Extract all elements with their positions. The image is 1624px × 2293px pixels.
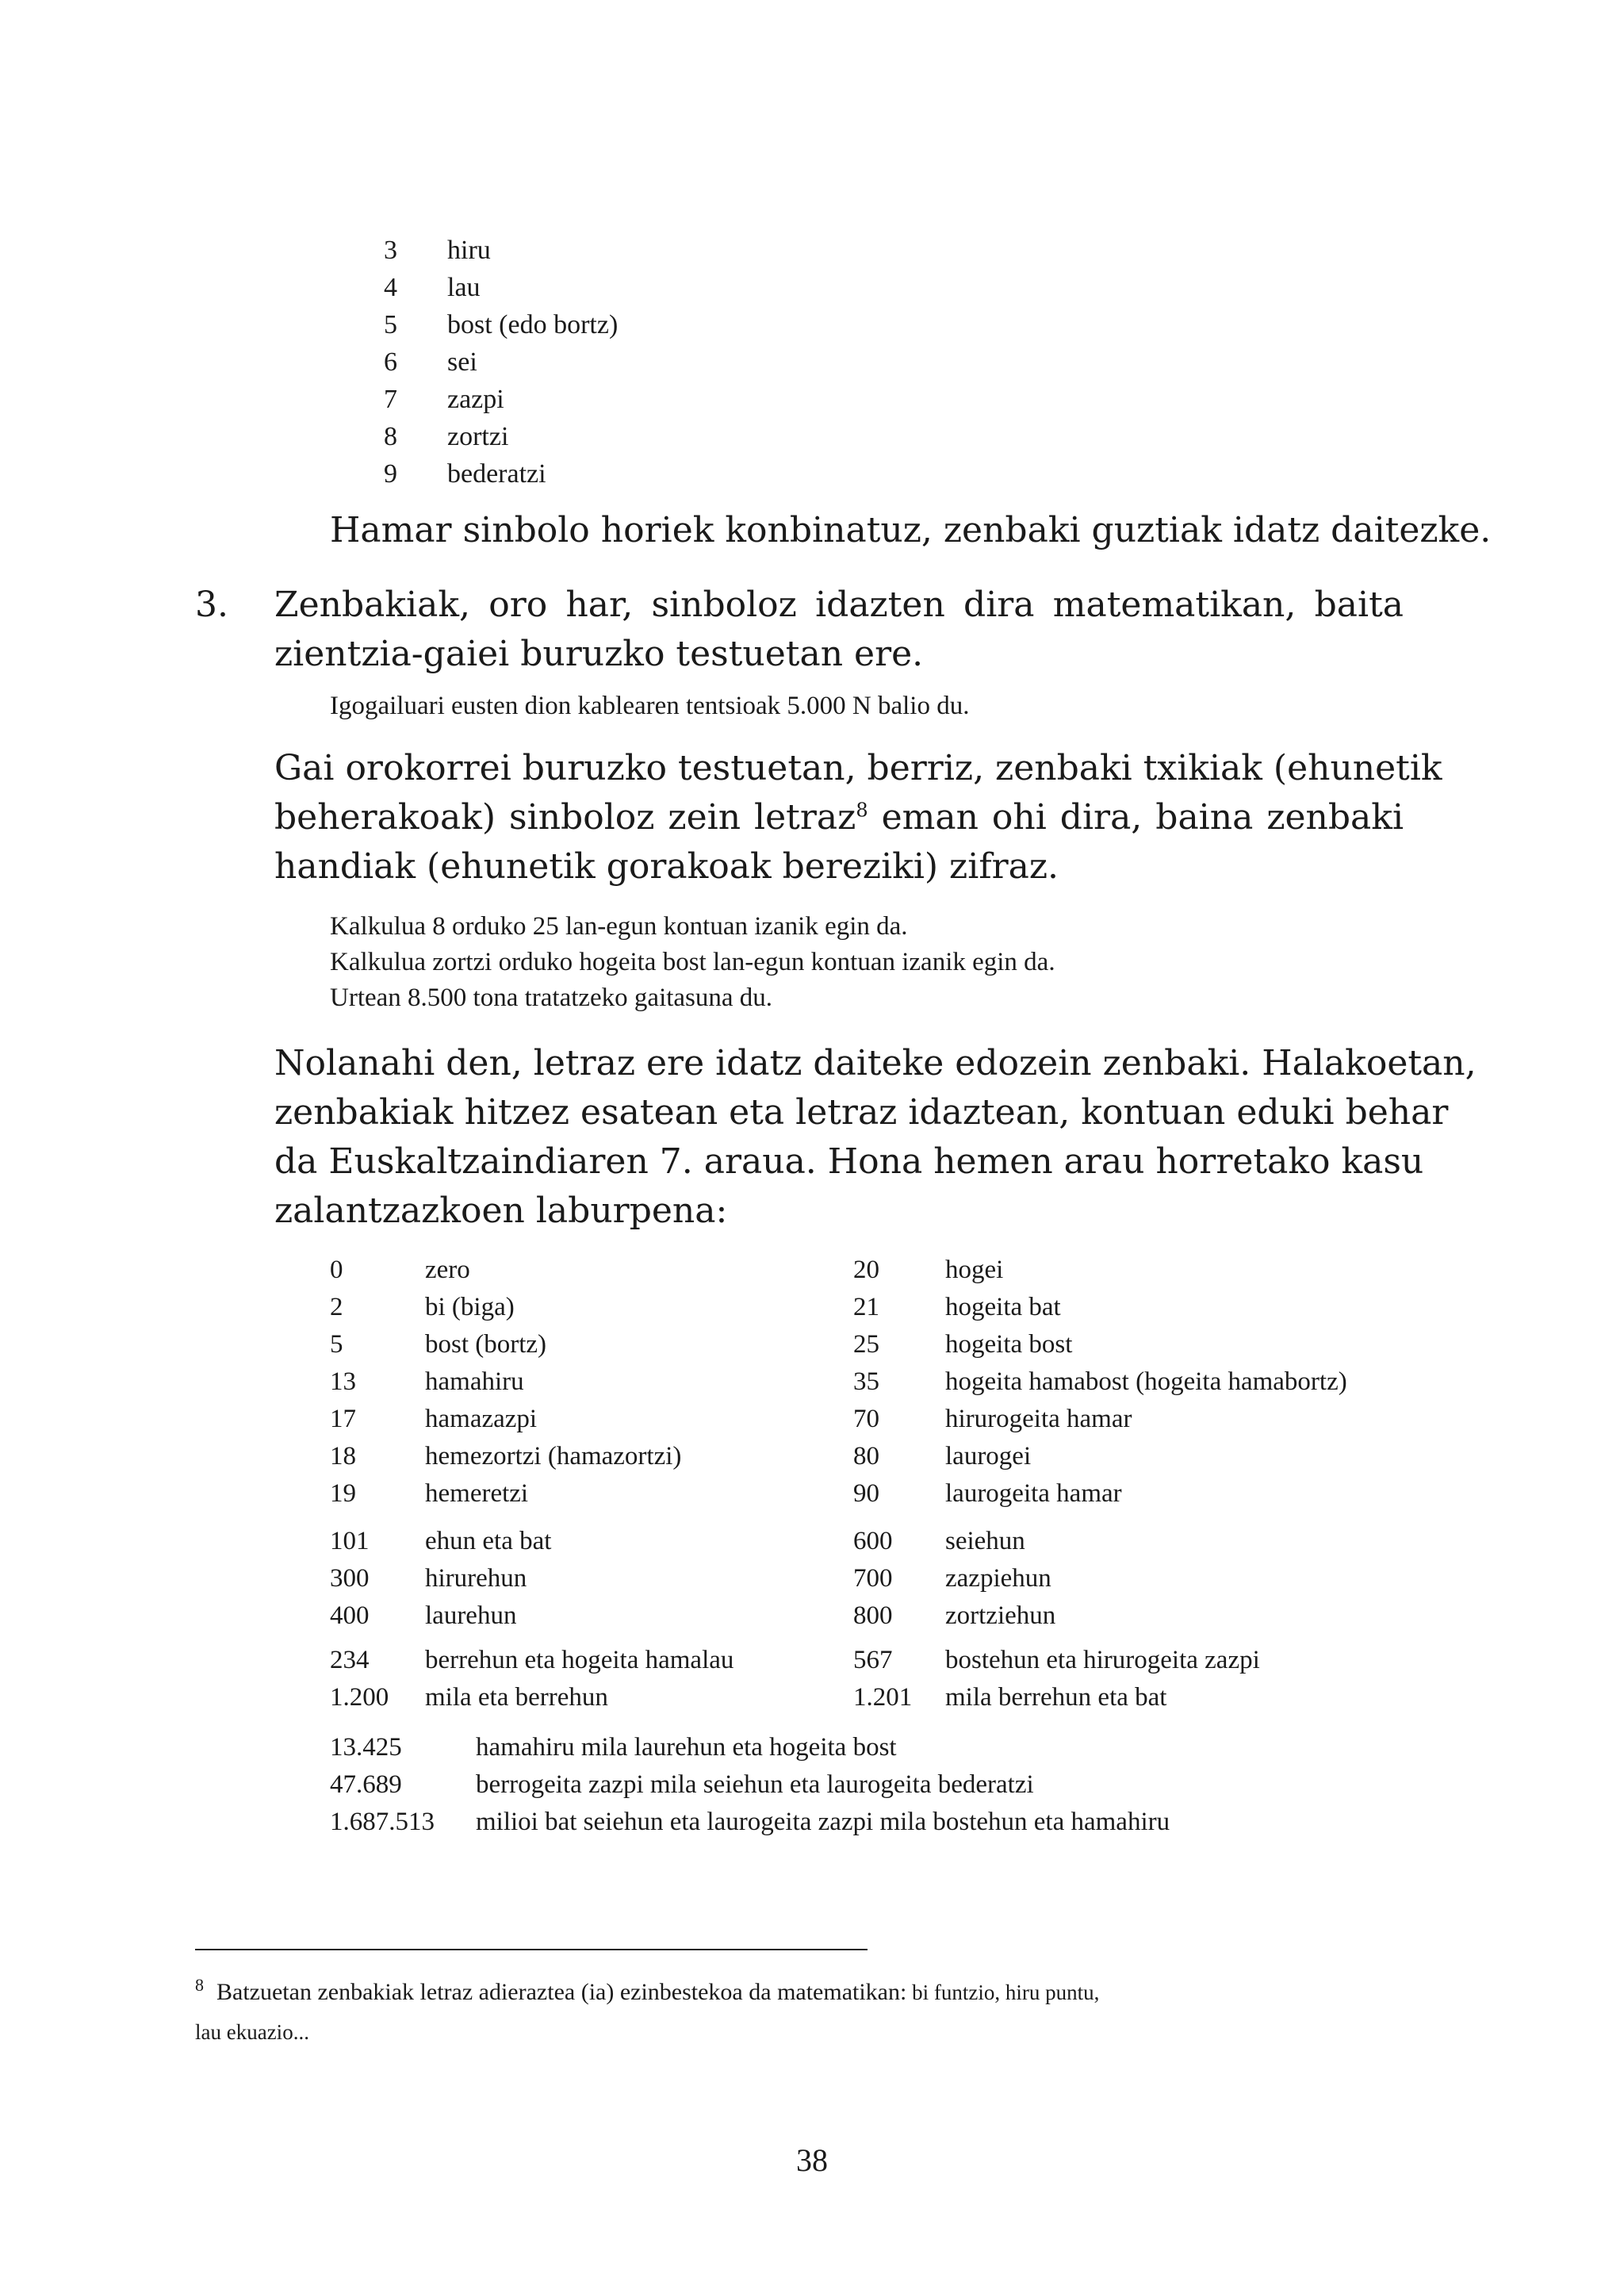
word-cell: seiehun (945, 1527, 1025, 1555)
number-cell: 90 (853, 1479, 879, 1508)
number-cell: 13.425 (330, 1733, 402, 1762)
word-cell: bost (bortz) (425, 1330, 547, 1359)
examples-kalkulua (330, 909, 1055, 1016)
gai-line-2 (274, 793, 1404, 842)
word-cell: bi (biga) (425, 1293, 515, 1321)
word-cell: hogeita bost (945, 1330, 1073, 1359)
table-row (330, 1804, 1170, 1841)
digit-number: 7 (384, 385, 397, 414)
example-line: Kalkulua 8 orduko 25 lan-egun kontuan izanik egin da. (330, 912, 908, 941)
table-row (330, 1560, 1055, 1597)
table-row (330, 1401, 1347, 1438)
gai-line-2-a: beherakoak) sinboloz zein letraz (274, 797, 856, 838)
footnote (195, 1965, 1404, 2052)
word-cell: hamahiru mila laurehun eta hogeita bost (476, 1733, 897, 1762)
word-cell: bostehun eta hirurogeita zazpi (945, 1646, 1260, 1674)
example-line: Kalkulua zortzi orduko hogeita bost lan-egun kontuan izanik egin da. (330, 948, 1055, 976)
digit-row (384, 306, 618, 343)
word-cell: zazpiehun (945, 1564, 1051, 1593)
footnote-text: Batzuetan zenbakiak letraz adieraztea (ia) ezinbestekoa da matematikan: (216, 1979, 907, 2005)
paragraph-gai-orokorrei (274, 744, 1442, 892)
word-cell: hemezortzi (hamazortzi) (425, 1442, 682, 1471)
number-cell: 1.687.513 (330, 1808, 435, 1836)
digit-row (384, 343, 618, 381)
digit-number: 5 (384, 310, 397, 339)
digit-word: zortzi (447, 422, 509, 451)
section-paragraph (274, 581, 1404, 679)
word-cell: hirurehun (425, 1564, 527, 1593)
gai-line-2-b: eman ohi dira, baina zenbaki (868, 797, 1404, 838)
nolanahi-line-3: da Euskaltzaindiaren 7. araua. Hona hemen arau horretako kasu (274, 1141, 1424, 1182)
word-cell: hemeretzi (425, 1479, 529, 1508)
section-line-2: zientzia-gaiei buruzko testuetan ere. (274, 634, 924, 674)
nolanahi-line-2: zenbakiak hitzez esatean eta letraz idaztean, kontuan eduki behar (274, 1092, 1449, 1133)
big-number-list (330, 1729, 1170, 1841)
section-line-1: Zenbakiak, oro har, sinboloz idazten dira matematikan, baita (274, 585, 1404, 625)
digit-number: 4 (384, 273, 397, 302)
example-line: Urtean 8.500 tona tratatzeko gaitasuna du. (330, 984, 773, 1012)
digit-word: bederatzi (447, 459, 546, 489)
digit-word: sei (447, 347, 477, 377)
digit-word: bost (edo bortz) (447, 310, 619, 339)
word-cell: mila berrehun eta bat (945, 1683, 1167, 1712)
number-cell: 300 (330, 1564, 370, 1593)
footnote-ref: 8 (856, 799, 868, 822)
digit-word: hiru (447, 236, 491, 265)
digit-row (384, 455, 618, 493)
table-row (330, 1475, 1347, 1513)
digit-word: zazpi (447, 385, 504, 414)
paragraph-nolanahi (274, 1039, 1477, 1236)
footnote-mark: 8 (195, 1975, 204, 1995)
word-cell: hogeita bat (945, 1293, 1061, 1321)
paragraph-hamar: Hamar sinbolo horiek konbinatuz, zenbaki guztiak idatz daitezke. (330, 510, 1492, 550)
word-cell: hogei (945, 1256, 1004, 1284)
number-cell: 17 (330, 1405, 356, 1433)
digit-number: 3 (384, 236, 397, 265)
digit-row (384, 269, 618, 306)
word-cell: milioi bat seiehun eta laurogeita zazpi mila bostehun eta hamahiru (476, 1808, 1170, 1836)
digit-row (384, 232, 618, 269)
word-cell: hirurogeita hamar (945, 1405, 1132, 1433)
number-cell: 5 (330, 1330, 343, 1359)
number-cell: 700 (853, 1564, 893, 1593)
word-cell: berrehun eta hogeita hamalau (425, 1646, 734, 1674)
footnote-divider (195, 1949, 868, 1950)
table-row (330, 1597, 1055, 1635)
table-row (330, 1729, 1170, 1766)
number-cell: 18 (330, 1442, 356, 1471)
number-cell: 35 (853, 1367, 879, 1396)
nolanahi-line-4: zalantzazkoen laburpena: (274, 1191, 728, 1231)
table-row (330, 1438, 1347, 1475)
word-cell: laurogeita hamar (945, 1479, 1122, 1508)
footnote-examples-cont: lau ekuazio... (195, 2020, 309, 2044)
digit-number: 9 (384, 459, 397, 489)
number-cell: 600 (853, 1527, 893, 1555)
table-row (330, 1326, 1347, 1363)
digit-list (384, 232, 618, 493)
example-igogailua: Igogailuari eusten dion kablearen tentsioak 5.000 N balio du. (330, 692, 970, 720)
number-cell: 25 (853, 1330, 879, 1359)
number-cell: 21 (853, 1293, 879, 1321)
number-cell: 1.201 (853, 1683, 913, 1712)
word-cell: hamahiru (425, 1367, 524, 1396)
digit-row (384, 418, 618, 455)
number-cell: 101 (330, 1527, 370, 1555)
table-row (330, 1363, 1347, 1401)
word-cell: mila eta berrehun (425, 1683, 608, 1712)
number-cell: 2 (330, 1293, 343, 1321)
nolanahi-line-1: Nolanahi den, letraz ere idatz daiteke edozein zenbaki. Halakoetan, (274, 1043, 1477, 1083)
word-cell: laurogei (945, 1442, 1032, 1471)
table-row (330, 1523, 1055, 1560)
number-table-group-3 (330, 1642, 1260, 1716)
table-row (330, 1766, 1170, 1804)
word-cell: ehun eta bat (425, 1527, 552, 1555)
table-row (330, 1289, 1347, 1326)
footnote-examples: bi funtzio, hiru puntu, (906, 1980, 1100, 2004)
number-cell: 0 (330, 1256, 343, 1284)
gai-line-1: Gai orokorrei buruzko testuetan, berriz, zenbaki txikiak (ehunetik (274, 748, 1442, 788)
number-cell: 19 (330, 1479, 356, 1508)
number-cell: 47.689 (330, 1770, 402, 1799)
gai-line-3: handiak (ehunetik gorakoak bereziki) zifraz. (274, 846, 1059, 887)
digit-row (384, 381, 618, 418)
word-cell: zero (425, 1256, 470, 1284)
number-cell: 400 (330, 1601, 370, 1630)
word-cell: hogeita hamabost (hogeita hamabortz) (945, 1367, 1347, 1396)
digit-number: 8 (384, 422, 397, 451)
digit-number: 6 (384, 347, 397, 377)
number-cell: 800 (853, 1601, 893, 1630)
section-number: 3. (195, 585, 228, 625)
number-cell: 567 (853, 1646, 893, 1674)
number-table-group-2 (330, 1523, 1055, 1635)
number-cell: 1.200 (330, 1683, 389, 1712)
number-cell: 70 (853, 1405, 879, 1433)
number-table-group-1 (330, 1252, 1347, 1513)
word-cell: berrogeita zazpi mila seiehun eta laurogeita bederatzi (476, 1770, 1034, 1799)
word-cell: hamazazpi (425, 1405, 538, 1433)
number-cell: 20 (853, 1256, 879, 1284)
word-cell: zortziehun (945, 1601, 1056, 1630)
table-row (330, 1252, 1347, 1289)
number-cell: 234 (330, 1646, 370, 1674)
word-cell: laurehun (425, 1601, 517, 1630)
number-cell: 13 (330, 1367, 356, 1396)
number-cell: 80 (853, 1442, 879, 1471)
table-row (330, 1642, 1260, 1679)
table-row (330, 1679, 1260, 1716)
page-number: 38 (796, 2142, 828, 2178)
digit-word: lau (447, 273, 481, 302)
